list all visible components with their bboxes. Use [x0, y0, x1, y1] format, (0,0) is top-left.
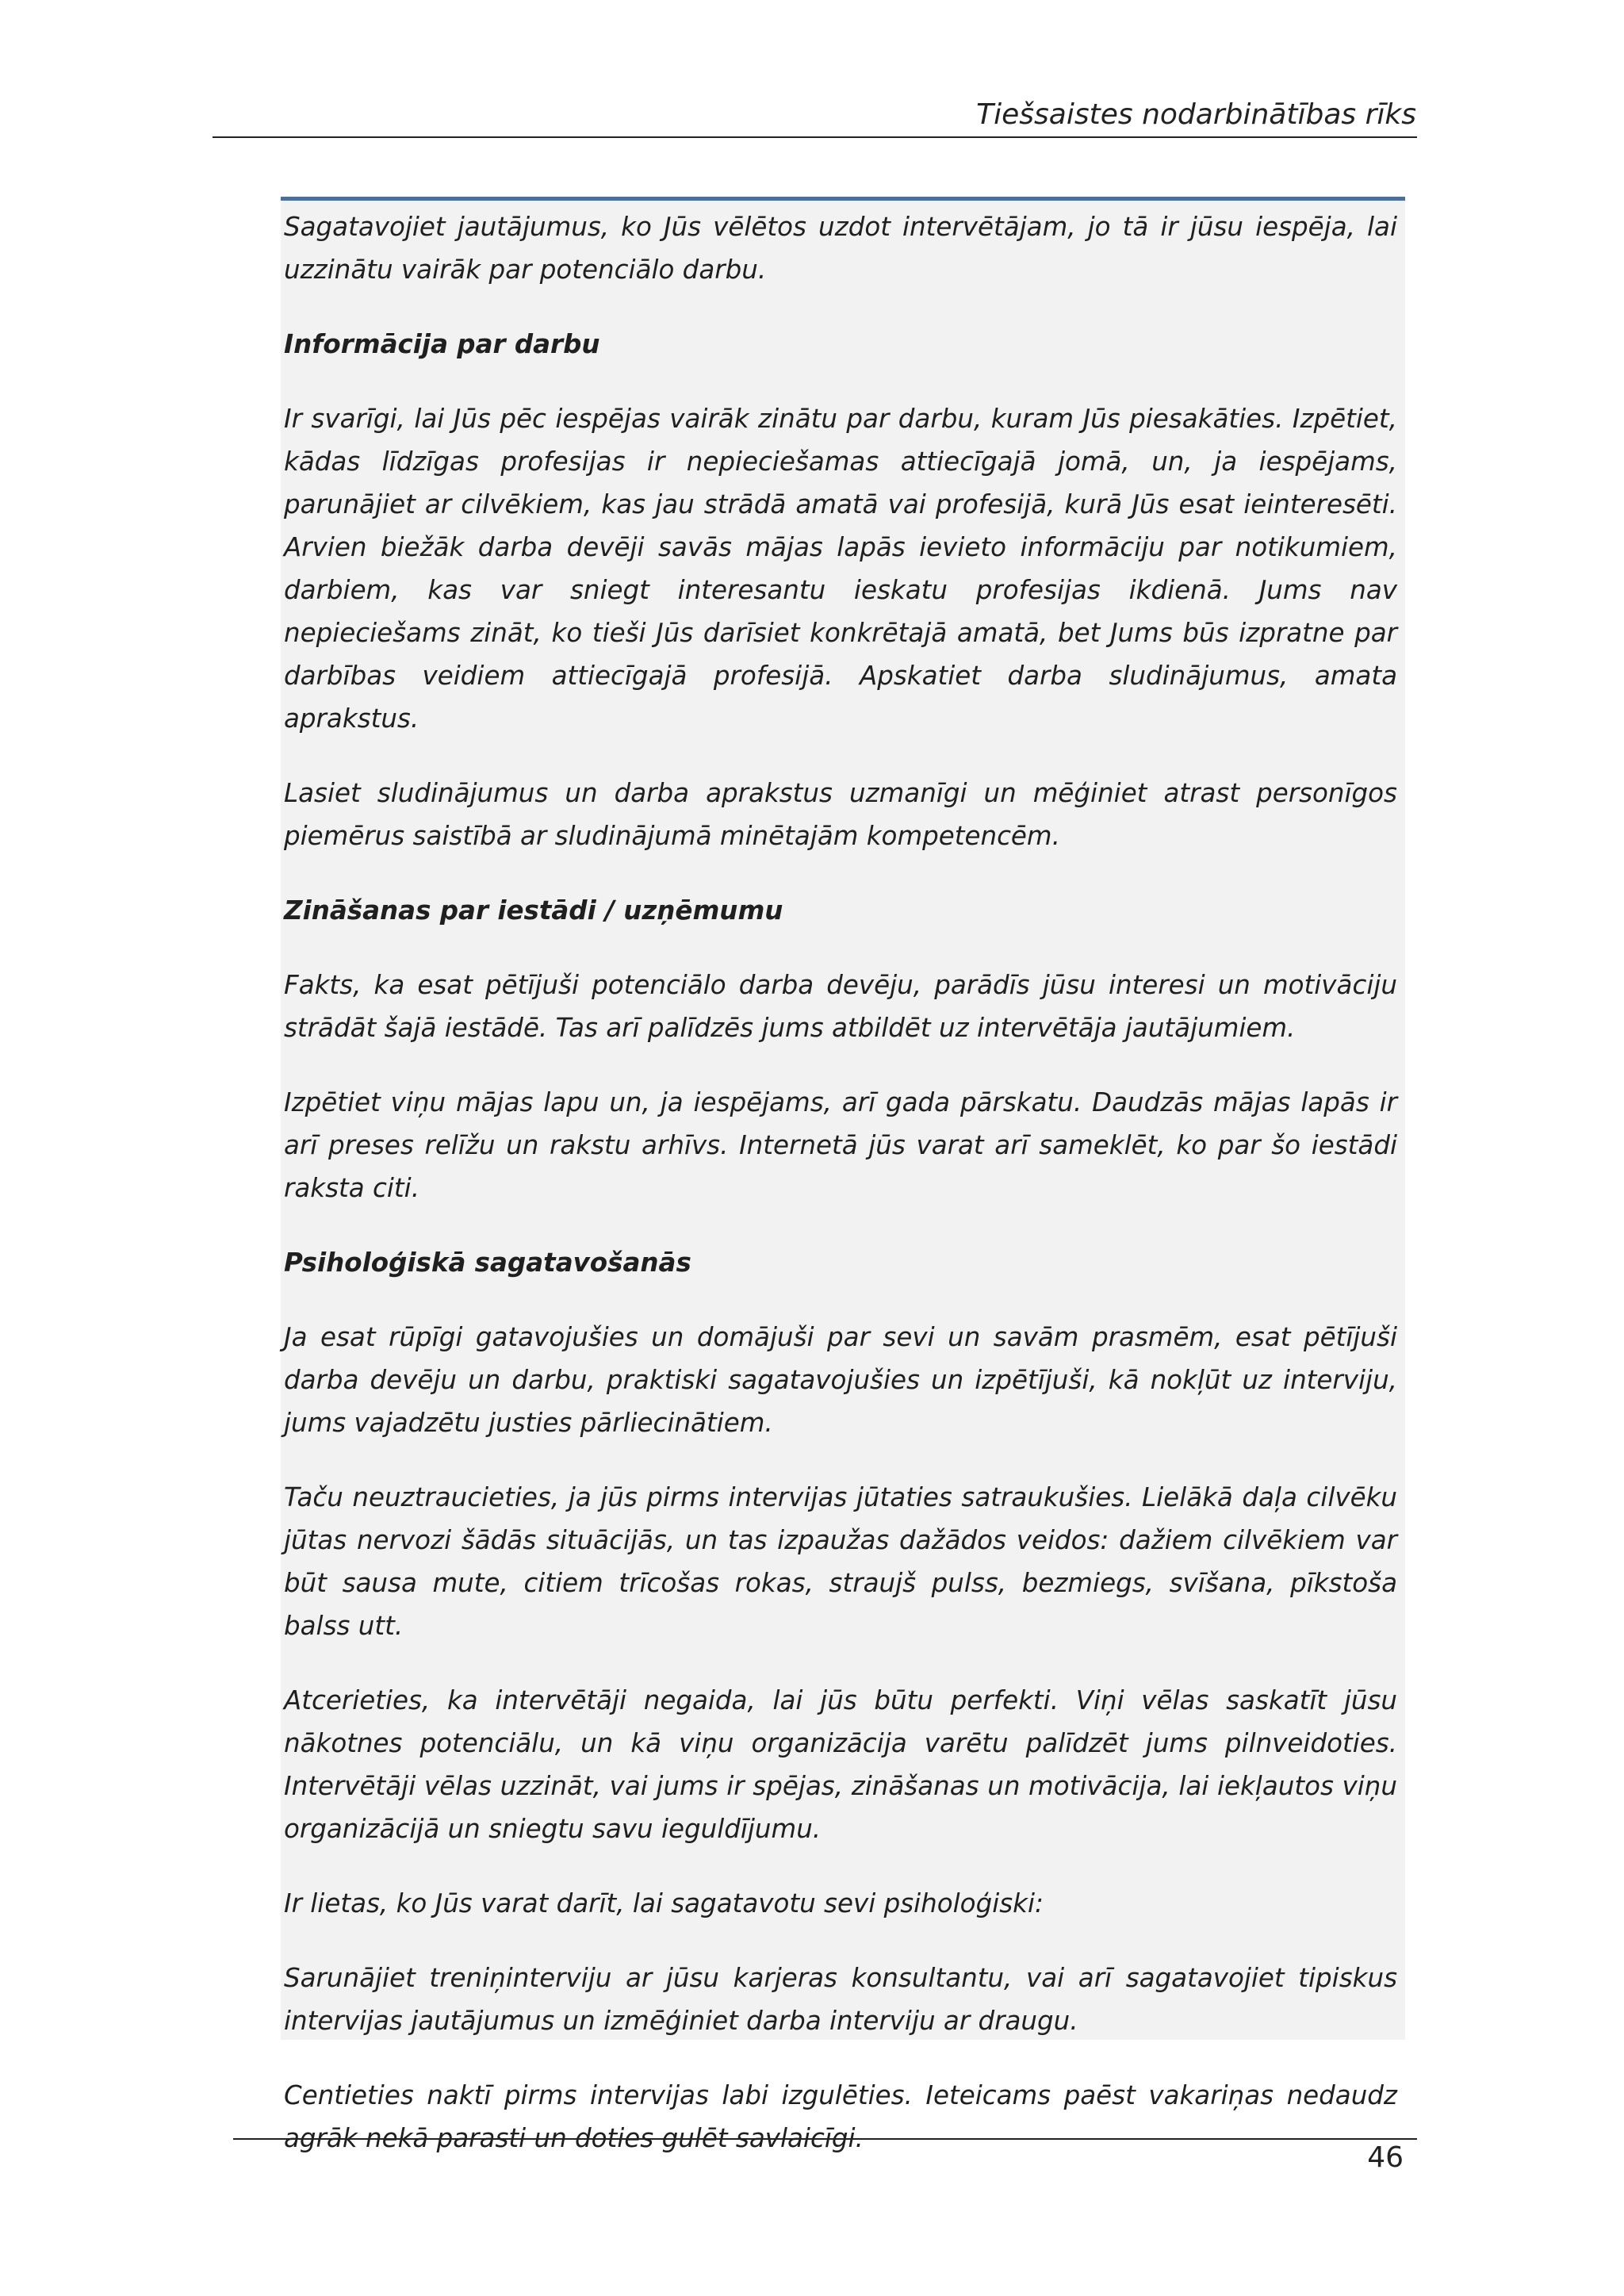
- body-paragraph: Ir svarīgi, lai Jūs pēc iespējas vairāk zinātu par darbu, kuram Jūs piesakāties. Izpētiet, kādas līdzīgas profesijas ir nepieciešamas attiecīgajā jomā, un, ja iespējams, parunājiet ar cilvēkiem, kas jau strādā amatā vai profesijā, kurā Jūs esat ieinteresēti. Arvien biežāk darba devēji savās mājas lapās ievieto informāciju par notikumiem, darbiem, kas var sniegt interesantu ieskatu profesijas ikdienā. Jums nav nepieciešams zināt, ko tieši Jūs darīsiet konkrētajā amatā, bet Jums būs izpratne par darbības veidiem attiecīgajā profesijā. Apskatiet darba sludinājumus, amata aprakstus.: [284, 404, 1397, 734]
- content-box: [281, 197, 1405, 2153]
- body-paragraph: Centieties naktī pirms intervijas labi izgulēties. Ieteicams paēst vakariņas nedaudz agrāk nekā parasti un doties gulēt savlaicīgi.: [284, 2080, 1397, 2153]
- section-heading: Zināšanas par iestādi / uzņēmumu: [284, 895, 783, 926]
- header-divider: [213, 136, 1417, 138]
- body-paragraph: Izpētiet viņu mājas lapu un, ja iespējams, arī gada pārskatu. Daudzās mājas lapās ir arī preses relīžu un rakstu arhīvs. Internetā jūs varat arī sameklēt, ko par šo iestādi raksta citi.: [284, 1087, 1397, 1203]
- page-number: 46: [1367, 2141, 1404, 2174]
- footer-divider: [233, 2138, 1417, 2140]
- body-paragraph: Sarunājiet treniņinterviju ar jūsu karjeras konsultantu, vai arī sagatavojiet tipiskus intervijas jautājumus un izmēģiniet darba interviju ar draugu.: [284, 1963, 1397, 2036]
- body-paragraph: Taču neuztraucieties, ja jūs pirms intervijas jūtaties satraukušies. Lielākā daļa cilvēku jūtas nervozi šādās situācijās, un tas izpaužas dažādos veidos: dažiem cilvēkiem var būt sausa mute, citiem trīcošas rokas, straujš pulss, bezmiegs, svīšana, pīkstoša balss utt.: [284, 1482, 1397, 1641]
- body-paragraph: Ir lietas, ko Jūs varat darīt, lai sagatavotu sevi psiholoģiski:: [284, 1888, 1044, 1918]
- section-heading: Informācija par darbu: [284, 329, 600, 359]
- body-paragraph: Fakts, ka esat pētījuši potenciālo darba devēju, parādīs jūsu interesi un motivāciju strādāt šajā iestādē. Tas arī palīdzēs jums atbildēt uz intervētāja jautājumiem.: [284, 970, 1397, 1043]
- body-paragraph: Lasiet sludinājumus un darba aprakstus uzmanīgi un mēģiniet atrast personīgos piemērus saistībā ar sludinājumā minētajām kompetencēm.: [284, 778, 1397, 851]
- body-paragraph: Sagatavojiet jautājumus, ko Jūs vēlētos uzdot intervētājam, jo tā ir jūsu iespēja, lai uzzinātu vairāk par potenciālo darbu.: [284, 212, 1397, 285]
- running-header-title: Tiešsaistes nodarbinātības rīks: [976, 98, 1416, 131]
- body-paragraph: Ja esat rūpīgi gatavojušies un domājuši par sevi un savām prasmēm, esat pētījuši darba devēju un darbu, praktiski sagatavojušies un izpētījuši, kā nokļūt uz interviju, jums vajadzētu justies pārliecinātiem.: [284, 1322, 1397, 1438]
- body-paragraph: Atcerieties, ka intervētāji negaida, lai jūs būtu perfekti. Viņi vēlas saskatīt jūsu nākotnes potenciālu, un kā viņu organizācija varētu palīdzēt jums pilnveidoties. Intervētāji vēlas uzzināt, vai jums ir spējas, zināšanas un motivācija, lai iekļautos viņu organizācijā un sniegtu savu ieguldījumu.: [284, 1685, 1397, 1844]
- section-heading: Psiholoģiskā sagatavošanās: [284, 1248, 691, 1278]
